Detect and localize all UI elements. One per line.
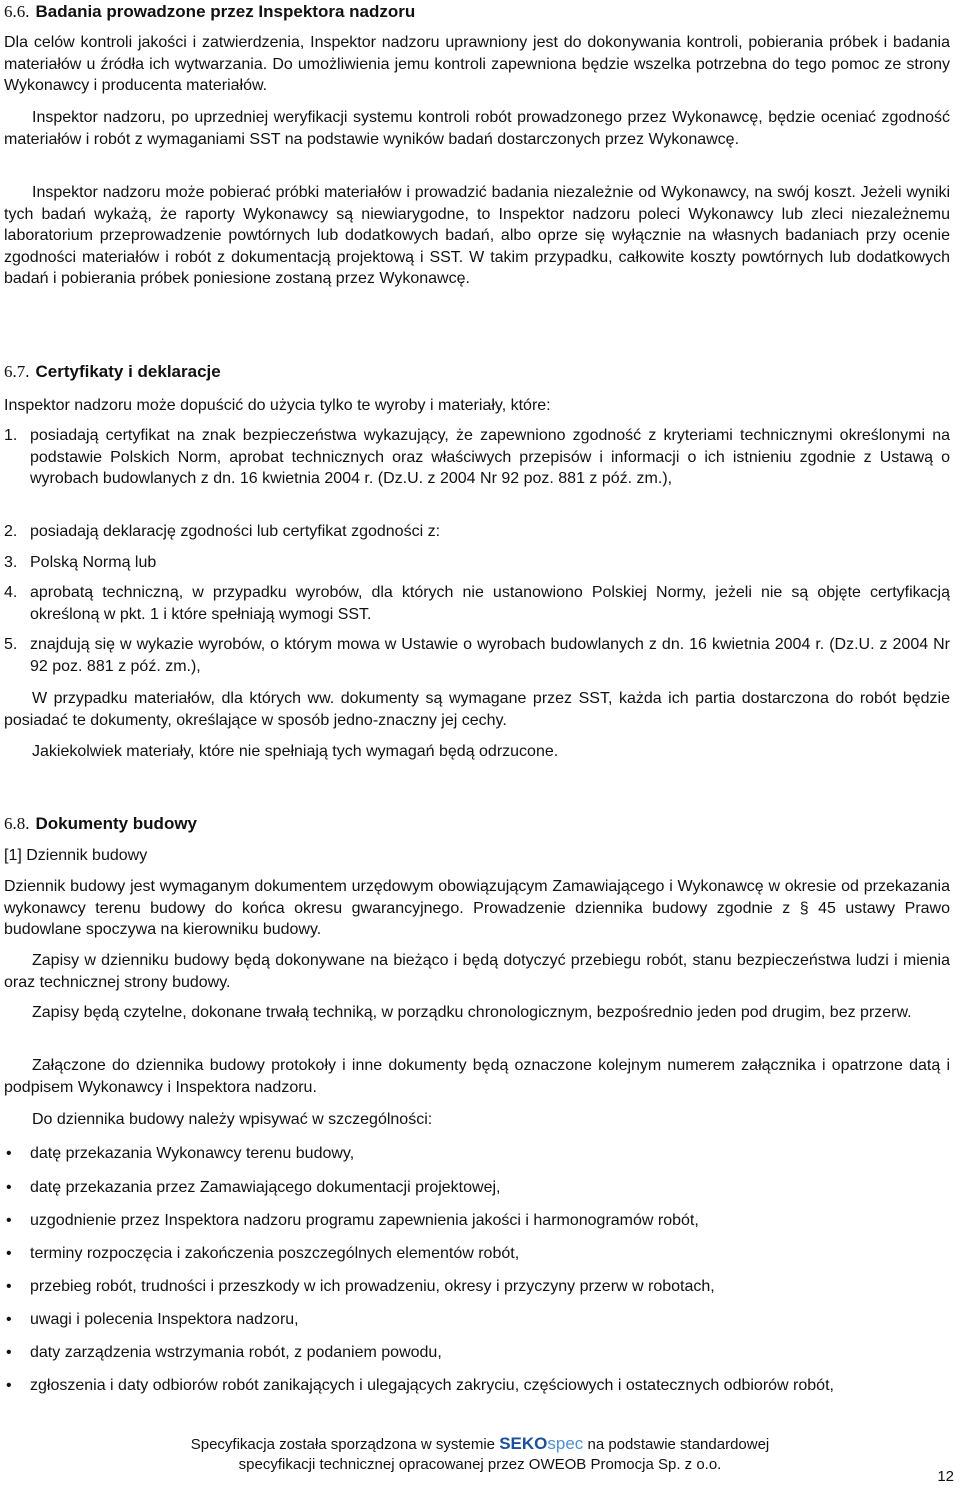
- bullet-text: uwagi i polecenia Inspektora nadzoru,: [30, 1311, 299, 1328]
- section-number: 6.6.: [4, 2, 30, 21]
- bullet-item: [4, 1243, 950, 1265]
- bullet-icon: •: [6, 1377, 12, 1394]
- section-title: Badania prowadzone przez Inspektora nadzoru: [35, 2, 416, 21]
- paragraph: Jakiekolwiek materiały, które nie spełniają tych wymagań będą odrzucone.: [32, 743, 559, 760]
- paragraph: Załączone do dziennika budowy protokoły i inne dokumenty będą oznaczone kolejnym numerem załącznika i opatrzone datą i podpisem Wykonawcy i Inspektora nadzoru.: [4, 1057, 950, 1096]
- bullet-icon: •: [6, 1145, 12, 1162]
- bullet-item: [4, 1342, 950, 1364]
- item-text: posiadają certyfikat na znak bezpieczeństwa wykazujący, że zapewniono zgodność z kryteriami technicznymi określonymi na podstawie Polskich Norm, aprobat technicznych oraz właściwych przepisów i informacji o ich istnieniu zgodnie z Ustawą o wyrobach budowlanych z dn. 16 kwietnia 2004 r. (Dz.U. z 2004 Nr 92 poz. 881 z póź. zm.),: [30, 427, 950, 487]
- bullet-text: terminy rozpoczęcia i zakończenia poszczególnych elementów robót,: [30, 1245, 520, 1262]
- item-number: 1.: [4, 427, 18, 444]
- paragraph: Zapisy w dzienniku budowy będą dokonywane na bieżąco i będą dotyczyć przebiegu robót, stanu bezpieczeństwa ludzi i mienia oraz technicznej strony budowy.: [4, 952, 950, 991]
- bullet-item: [4, 1276, 950, 1298]
- bullet-icon: •: [6, 1179, 12, 1196]
- item-text: znajdują się w wykazie wyrobów, o którym mowa w Ustawie o wyrobach budowlanych z dn. 16 kwietnia 2004 r. (Dz.U. z 2004 Nr 92 poz. 881 z póź. zm.),: [30, 636, 950, 675]
- bullet-item: [4, 1143, 950, 1165]
- footer-text: na podstawie standardowej: [583, 1436, 770, 1453]
- paragraph: Inspektor nadzoru może pobierać próbki materiałów i prowadzić badania niezależnie od Wykonawcy, na swój koszt. Jeżeli wyniki tych badań wykażą, że raporty Wykonawcy są niewiarygodne, to Inspektor nadzoru poleci Wykonawcy lub zleci niezależnemu laboratorium przeprowadzenie powtórnych lub dodatkowych badań, albo oprze się wyłącznie na własnych badaniach przy ocenie zgodności materiałów i robót z dokumentacją projektową i SST. W takim przypadku, całkowite koszty powtórnych lub dodatkowych badań i pobierania próbek poniesione zostaną przez Wykonawcę.: [4, 184, 950, 287]
- bullet-text: daty zarządzenia wstrzymania robót, z podaniem powodu,: [30, 1344, 442, 1361]
- item-number: 3.: [4, 554, 18, 571]
- section-number: 6.8.: [4, 814, 30, 833]
- footer-line-2: specyfikacji technicznej opracowanej przez OWEOB Promocja Sp. z o.o.: [238, 1456, 722, 1473]
- paragraph: Dziennik budowy jest wymaganym dokumentem urzędowym obowiązującym Zamawiającego i Wykonawcę w okresie od przekazania wykonawcy terenu budowy do końca okresu gwarancyjnego. Prowadzenie dziennika budowy zgodnie z § 45 ustawy Prawo budowlane spoczywa na kierowniku budowy.: [4, 878, 950, 938]
- bullet-icon: •: [6, 1311, 12, 1328]
- brand-logo-seko: SEKO: [499, 1434, 548, 1453]
- paragraph: Do dziennika budowy należy wpisywać w szczególności:: [32, 1111, 433, 1128]
- paragraph: Zapisy będą czytelne, dokonane trwałą techniką, w porządku chronologicznym, bezpośrednio jeden pod drugim, bez przerw.: [32, 1004, 912, 1021]
- section-heading-6-7: [4, 362, 221, 382]
- paragraph: Inspektor nadzoru może dopuścić do użycia tylko te wyroby i materiały, które:: [4, 397, 551, 414]
- subsection-title: [1] Dziennik budowy: [4, 847, 148, 864]
- bullet-item: [4, 1375, 950, 1397]
- bullet-item: [4, 1177, 950, 1199]
- bullet-text: datę przekazania przez Zamawiającego dokumentacji projektowej,: [30, 1179, 501, 1196]
- paragraph: Inspektor nadzoru, po uprzedniej weryfikacji systemu kontroli robót prowadzonego przez Wykonawcę, będzie oceniać zgodność materiałów i robót z wymaganiami SST na podstawie wyników badań dostarczonych przez Wykonawcę.: [4, 109, 950, 148]
- section-heading-6-8: [4, 814, 197, 834]
- section-heading-6-6: [4, 2, 415, 22]
- bullet-text: zgłoszenia i daty odbiorów robót zanikających i ulegających zakryciu, częściowych i ostatecznych odbiorów robót,: [30, 1377, 834, 1394]
- section-number: 6.7.: [4, 362, 30, 381]
- paragraph: Dla celów kontroli jakości i zatwierdzenia, Inspektor nadzoru uprawniony jest do dokonywania kontroli, pobierania próbek i badania materiałów u źródła ich wytwarzania. Do umożliwienia jemu kontroli zapewniona będzie wszelka potrzebna do tego pomoc ze strony Wykonawcy i producenta materiałów.: [4, 34, 950, 94]
- bullet-icon: •: [6, 1245, 12, 1262]
- section-title: Certyfikaty i deklaracje: [35, 362, 221, 381]
- page-footer: [0, 1434, 960, 1475]
- list-item: [4, 582, 950, 625]
- list-item: [4, 521, 950, 543]
- bullet-text: przebieg robót, trudności i przeszkody w ich prowadzeniu, okresy i przyczyny przerw w robotach,: [30, 1278, 715, 1295]
- item-text: posiadają deklarację zgodności lub certyfikat zgodności z:: [30, 523, 441, 540]
- bullet-text: datę przekazania Wykonawcy terenu budowy,: [30, 1145, 355, 1162]
- bullet-item: [4, 1210, 950, 1232]
- list-item: [4, 634, 950, 677]
- bullet-icon: •: [6, 1212, 12, 1229]
- list-item: [4, 552, 950, 574]
- list-item: [4, 425, 950, 490]
- item-number: 5.: [4, 636, 18, 653]
- section-title: Dokumenty budowy: [35, 814, 198, 833]
- item-number: 2.: [4, 523, 18, 540]
- item-text: aprobatą techniczną, w przypadku wyrobów, dla których nie ustanowiono Polskiej Normy, jeżeli nie są objęte certyfikacją określoną w pkt. 1 i które spełniają wymogi SST.: [30, 584, 950, 623]
- bullet-text: uzgodnienie przez Inspektora nadzoru programu zapewnienia jakości i harmonogramów robót,: [30, 1212, 699, 1229]
- bullet-item: [4, 1309, 950, 1331]
- footer-text: Specyfikacja została sporządzona w systemie: [190, 1436, 500, 1453]
- brand-logo-spec: spec: [547, 1434, 584, 1453]
- page-number: 12: [937, 1468, 954, 1485]
- item-number: 4.: [4, 584, 18, 601]
- paragraph: W przypadku materiałów, dla których ww. dokumenty są wymagane przez SST, każda ich partia dostarczona do robót będzie posiadać te dokumenty, określające w sposób jedno-znaczny jej cechy.: [4, 690, 950, 729]
- bullet-icon: •: [6, 1278, 12, 1295]
- bullet-icon: •: [6, 1344, 12, 1361]
- footer-line-1: [0, 1434, 960, 1455]
- item-text: Polską Normą lub: [30, 554, 157, 571]
